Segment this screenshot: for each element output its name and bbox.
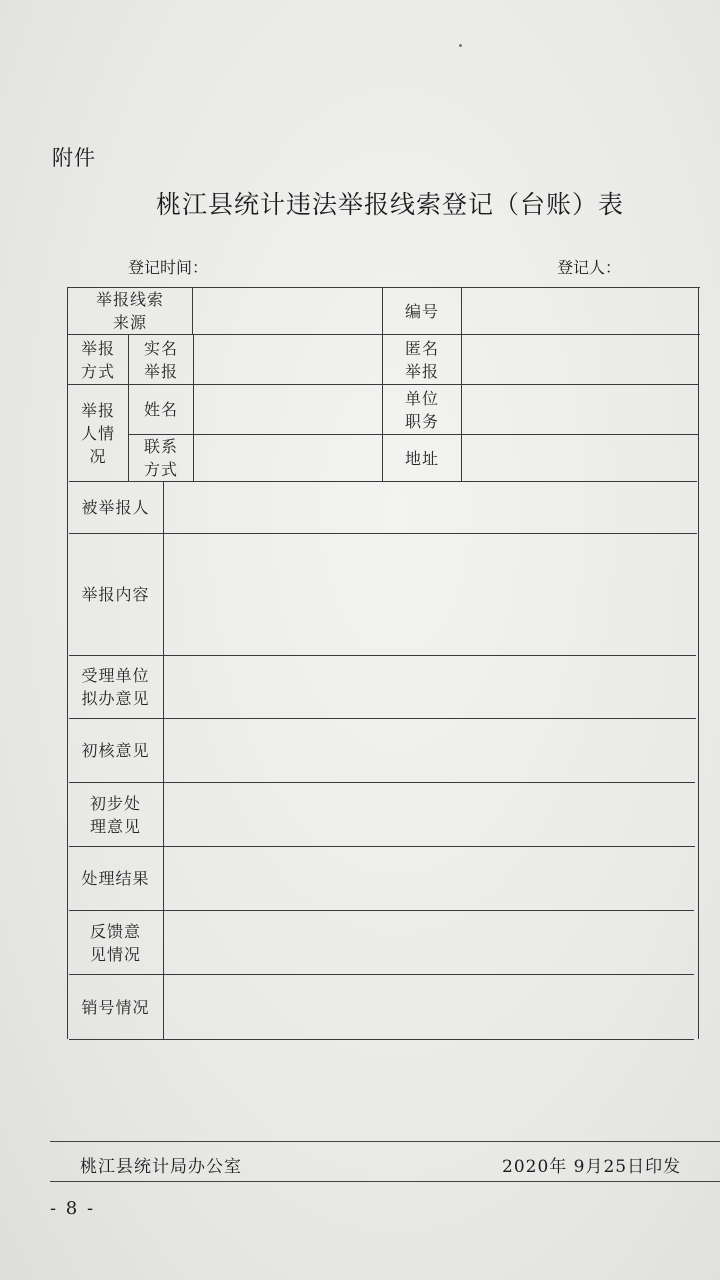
name-label: 姓名 (143, 400, 178, 419)
paper-speck (459, 44, 462, 47)
attachment-label: 附件 (52, 146, 96, 170)
address-label: 地址 (404, 448, 439, 468)
table-divider (163, 481, 164, 1039)
report-method-label: 举报 方式 (80, 338, 115, 381)
reported-person-label: 被举报人 (81, 498, 150, 517)
table-divider (192, 287, 193, 335)
real-name-label: 实名 举报 (143, 338, 178, 381)
unit-position-label: 单位 职务 (404, 388, 439, 431)
table-border-bottom (69, 1039, 694, 1040)
serial-no-label: 编号 (404, 301, 439, 321)
anonymous-label: 匿名 举报 (404, 338, 439, 381)
preliminary-check-label: 初核意见 (81, 741, 150, 760)
report-content-label: 举报内容 (81, 585, 150, 604)
contact-label: 联系 方式 (143, 437, 178, 479)
handling-result-label: 处理结果 (81, 869, 150, 888)
print-date: 2020年 9月25日印发 (502, 1157, 682, 1177)
source-label: 举报线索 来源 (95, 290, 164, 332)
reporter-info-label: 举报 人情 况 (80, 400, 115, 466)
page-number: - 8 - (50, 1198, 96, 1219)
registrar-label: 登记人： (557, 258, 622, 277)
table-divider (461, 287, 462, 481)
accepting-unit-opinion-label: 受理单位 拟办意见 (81, 666, 150, 708)
table-divider (193, 334, 194, 481)
issuer-label: 桃江县统计局办公室 (80, 1157, 242, 1177)
preliminary-handling-label: 初步处 理意见 (89, 793, 141, 836)
footer-rule-bottom (50, 1181, 720, 1182)
registration-time-label: 登记时间： (128, 258, 209, 277)
footer-rule-top (50, 1141, 720, 1142)
page-title: 桃江县统计违法举报线索登记（台账）表 (155, 190, 624, 219)
cancellation-label: 销号情况 (81, 997, 150, 1017)
feedback-label: 反馈意 见情况 (89, 921, 141, 964)
table-border-right (698, 287, 699, 1039)
